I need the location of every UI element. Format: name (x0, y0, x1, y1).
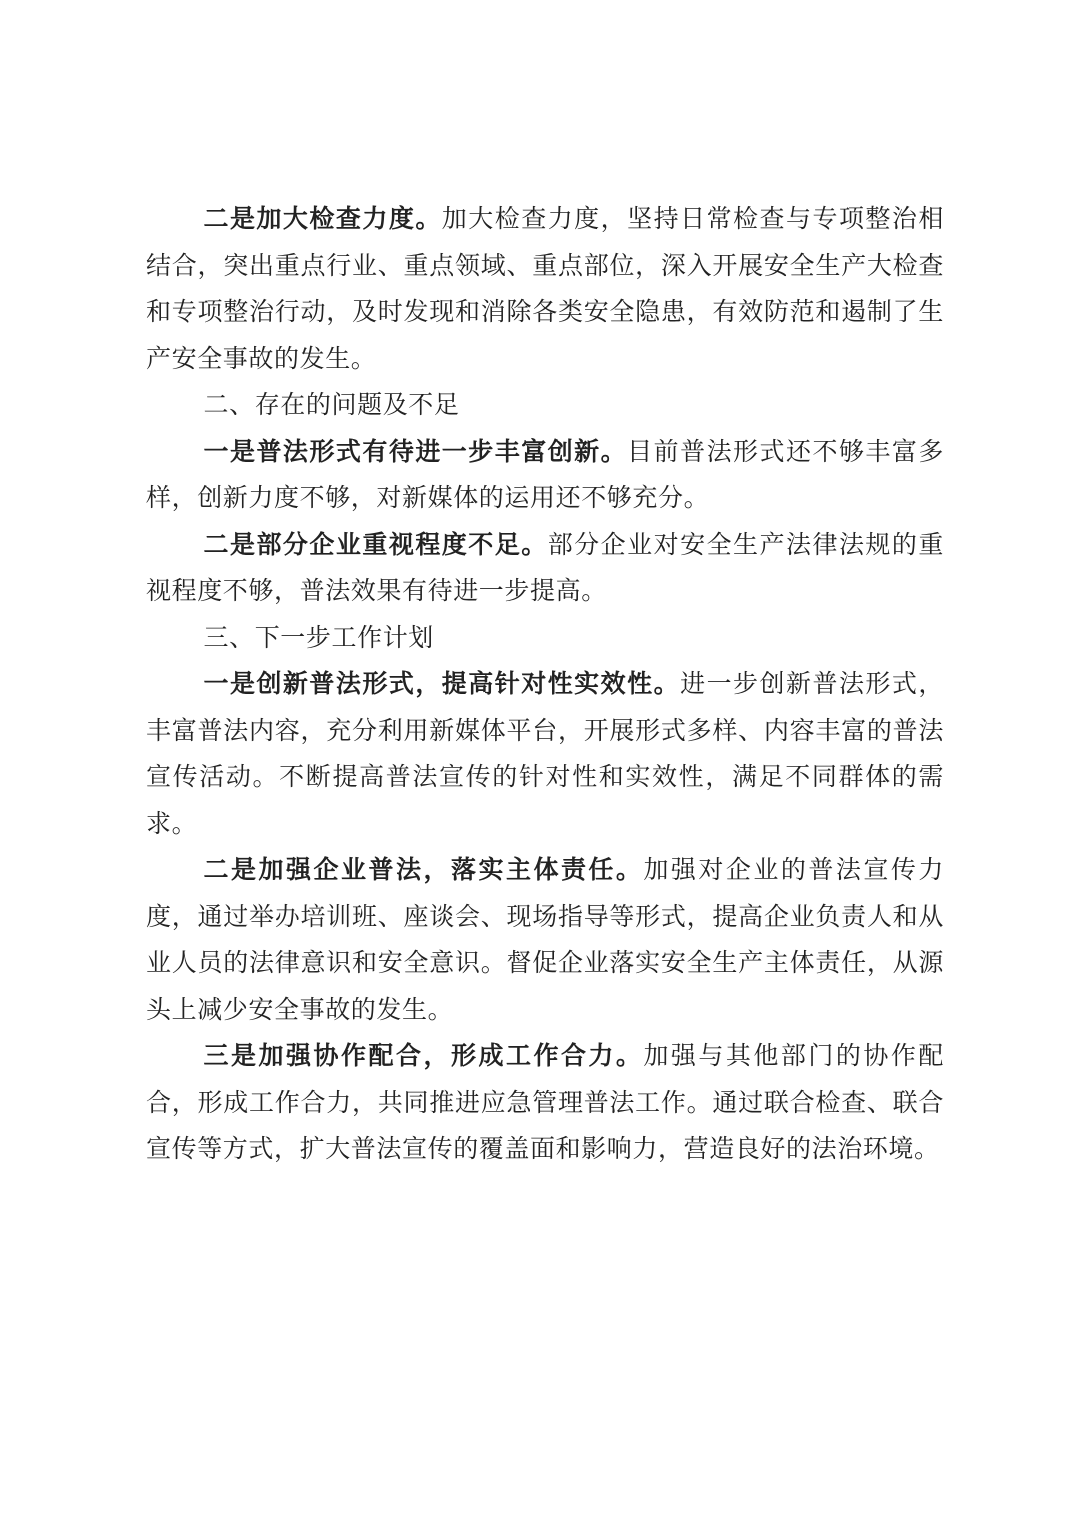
paragraph-inspection (146, 196, 944, 382)
paragraph-lead: 一是创新普法形式，提高针对性实效性。 (203, 669, 681, 698)
paragraph-plan-cooperation (146, 1033, 944, 1173)
paragraph-body: 目前普法形式还不够丰富多样，创新力度不够，对新媒体的运用还不够充分。 (146, 436, 944, 512)
paragraph-body: 加强与其他部门的协作配合，形成工作合力，共同推进应急管理普法工作。通过联合检查、联合宣传等方式，扩大普法宣传的覆盖面和影响力，营造良好的法治环境。 (146, 1041, 944, 1163)
paragraph-problem-form (146, 429, 944, 522)
section-heading-plan: 三、下一步工作计划 (203, 622, 434, 652)
paragraph-lead: 三是加强协作配合，形成工作合力。 (203, 1041, 644, 1070)
paragraph-lead: 二是加大检查力度。 (203, 204, 442, 233)
paragraph-problem-attention (146, 522, 944, 615)
paragraph-body: 进一步创新普法形式，丰富普法内容，充分利用新媒体平台，开展形式多样、内容丰富的普法宣传活动。不断提高普法宣传的针对性和实效性，满足不同群体的需求。 (146, 669, 944, 838)
paragraph-lead: 二是部分企业重视程度不足。 (203, 529, 548, 559)
paragraph-body: 加大检查力度，坚持日常检查与专项整治相结合，突出重点行业、重点领域、重点部位，深入开展安全生产大检查和专项整治行动，及时发现和消除各类安全隐患，有效防范和遏制了生产安全事故的发生。 (146, 204, 944, 373)
paragraph-lead: 一是普法形式有待进一步丰富创新。 (203, 436, 628, 466)
paragraph-plan-innovate (146, 661, 944, 847)
paragraph-lead: 二是加强企业普法，落实主体责任。 (203, 855, 644, 884)
document-page (146, 196, 944, 1173)
paragraph-body: 部分企业对安全生产法律法规的重视程度不够，普法效果有待进一步提高。 (146, 529, 944, 605)
paragraph-body: 加强对企业的普法宣传力度，通过举办培训班、座谈会、现场指导等形式，提高企业负责人和从业人员的法律意识和安全意识。督促企业落实安全生产主体责任，从源头上减少安全事故的发生。 (146, 855, 944, 1024)
paragraph-plan-enterprise (146, 847, 944, 1033)
section-heading-problems: 二、存在的问题及不足 (203, 390, 460, 419)
